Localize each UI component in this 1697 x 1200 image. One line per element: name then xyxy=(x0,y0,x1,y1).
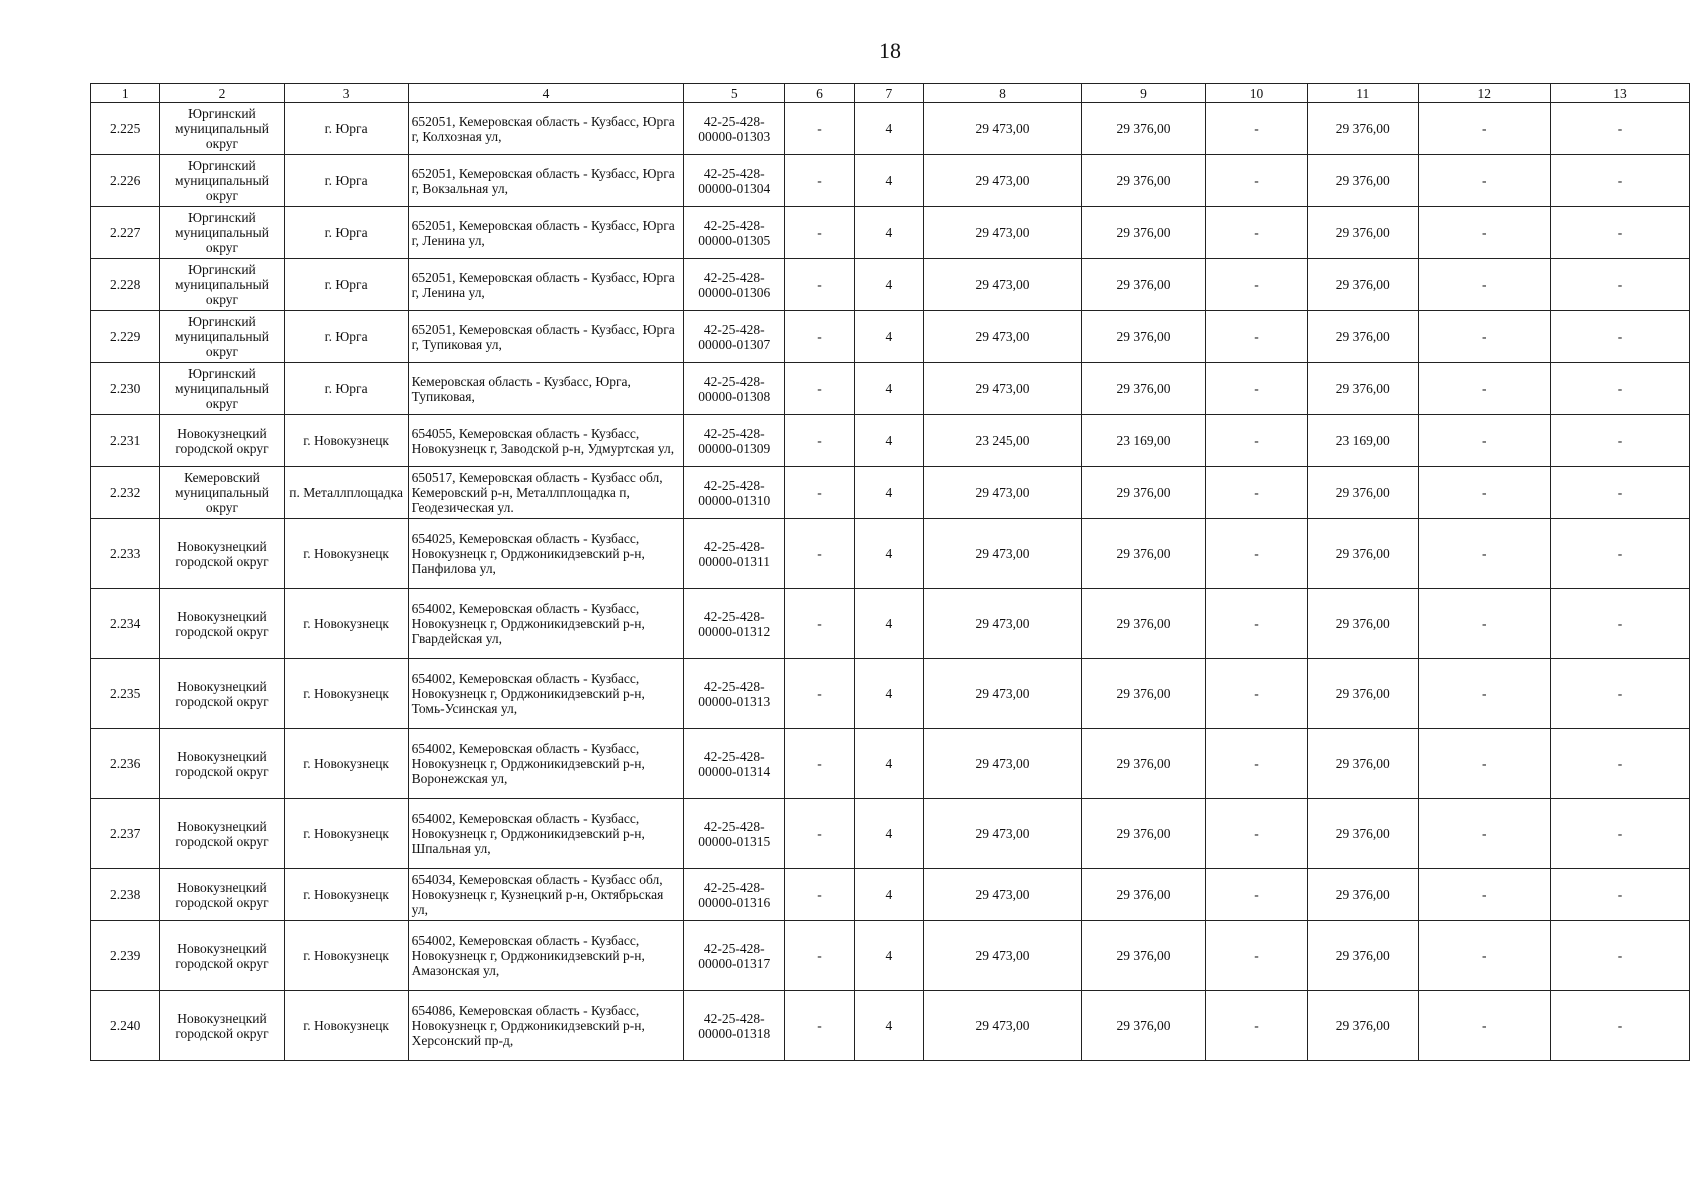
col7-cell: 4 xyxy=(854,363,923,415)
col12-cell: - xyxy=(1418,799,1551,869)
col12-cell: - xyxy=(1418,921,1551,991)
col10-cell: - xyxy=(1206,729,1308,799)
address-cell: 650517, Кемеровская область - Кузбасс обл, Кемеровский р-н, Металлплощадка п, Геодезическая ул. xyxy=(408,467,684,519)
col8-cell: 29 473,00 xyxy=(924,921,1082,991)
col8-cell: 23 245,00 xyxy=(924,415,1082,467)
okrug-cell: Юргинский муниципальный округ xyxy=(160,311,284,363)
col10-cell: - xyxy=(1206,259,1308,311)
col11-cell: 23 169,00 xyxy=(1308,415,1418,467)
code-cell: 42-25-428-00000-01304 xyxy=(684,155,785,207)
col11-cell: 29 376,00 xyxy=(1308,991,1418,1061)
address-cell: 654034, Кемеровская область - Кузбасс обл, Новокузнецк г, Кузнецкий р-н, Октябрьская ул, xyxy=(408,869,684,921)
col11-cell: 29 376,00 xyxy=(1308,921,1418,991)
col10-cell: - xyxy=(1206,921,1308,991)
table-row xyxy=(91,589,1690,659)
row-number: 2.233 xyxy=(91,519,160,589)
col8-cell: 29 473,00 xyxy=(924,589,1082,659)
col9-cell: 29 376,00 xyxy=(1081,207,1205,259)
okrug-cell: Новокузнецкий городской округ xyxy=(160,589,284,659)
col9-cell: 29 376,00 xyxy=(1081,467,1205,519)
code-cell: 42-25-428-00000-01311 xyxy=(684,519,785,589)
col8-cell: 29 473,00 xyxy=(924,207,1082,259)
address-cell: 654055, Кемеровская область - Кузбасс, Новокузнецк г, Заводской р-н, Удмуртская ул, xyxy=(408,415,684,467)
col8-cell: 29 473,00 xyxy=(924,729,1082,799)
address-cell: 654086, Кемеровская область - Кузбасс, Новокузнецк г, Орджоникидзевский р-н, Херсонский пр-д, xyxy=(408,991,684,1061)
col8-cell: 29 473,00 xyxy=(924,103,1082,155)
col6-cell: - xyxy=(785,991,854,1061)
col7-cell: 4 xyxy=(854,921,923,991)
table-row xyxy=(91,869,1690,921)
address-cell: 654002, Кемеровская область - Кузбасс, Новокузнецк г, Орджоникидзевский р-н, Воронежская ул, xyxy=(408,729,684,799)
col6-cell: - xyxy=(785,155,854,207)
col13-cell: - xyxy=(1551,799,1690,869)
col13-cell: - xyxy=(1551,207,1690,259)
code-cell: 42-25-428-00000-01303 xyxy=(684,103,785,155)
table-row xyxy=(91,363,1690,415)
col6-cell: - xyxy=(785,103,854,155)
town-cell: г. Новокузнецк xyxy=(284,729,408,799)
col6-cell: - xyxy=(785,467,854,519)
col13-cell: - xyxy=(1551,729,1690,799)
col9-cell: 29 376,00 xyxy=(1081,519,1205,589)
col9-cell: 29 376,00 xyxy=(1081,311,1205,363)
code-cell: 42-25-428-00000-01309 xyxy=(684,415,785,467)
col13-cell: - xyxy=(1551,519,1690,589)
col10-cell: - xyxy=(1206,311,1308,363)
col8-cell: 29 473,00 xyxy=(924,869,1082,921)
okrug-cell: Новокузнецкий городской округ xyxy=(160,799,284,869)
col7-cell: 4 xyxy=(854,991,923,1061)
column-header: 5 xyxy=(684,84,785,103)
col13-cell: - xyxy=(1551,311,1690,363)
table-row xyxy=(91,799,1690,869)
address-cell: 652051, Кемеровская область - Кузбасс, Юрга г, Ленина ул, xyxy=(408,207,684,259)
address-cell: 654002, Кемеровская область - Кузбасс, Новокузнецк г, Орджоникидзевский р-н, Томь-Усинская ул, xyxy=(408,659,684,729)
col13-cell: - xyxy=(1551,363,1690,415)
col6-cell: - xyxy=(785,729,854,799)
col7-cell: 4 xyxy=(854,467,923,519)
row-number: 2.227 xyxy=(91,207,160,259)
column-header: 8 xyxy=(924,84,1082,103)
col6-cell: - xyxy=(785,589,854,659)
col7-cell: 4 xyxy=(854,207,923,259)
col7-cell: 4 xyxy=(854,259,923,311)
town-cell: г. Новокузнецк xyxy=(284,589,408,659)
col10-cell: - xyxy=(1206,363,1308,415)
col13-cell: - xyxy=(1551,415,1690,467)
col12-cell: - xyxy=(1418,869,1551,921)
town-cell: г. Новокузнецк xyxy=(284,921,408,991)
town-cell: г. Юрга xyxy=(284,155,408,207)
col11-cell: 29 376,00 xyxy=(1308,589,1418,659)
col7-cell: 4 xyxy=(854,729,923,799)
col10-cell: - xyxy=(1206,589,1308,659)
col13-cell: - xyxy=(1551,659,1690,729)
col9-cell: 29 376,00 xyxy=(1081,259,1205,311)
col8-cell: 29 473,00 xyxy=(924,659,1082,729)
code-cell: 42-25-428-00000-01316 xyxy=(684,869,785,921)
okrug-cell: Новокузнецкий городской округ xyxy=(160,659,284,729)
address-cell: 654025, Кемеровская область - Кузбасс, Новокузнецк г, Орджоникидзевский р-н, Панфилова ул, xyxy=(408,519,684,589)
col10-cell: - xyxy=(1206,869,1308,921)
row-number: 2.226 xyxy=(91,155,160,207)
col12-cell: - xyxy=(1418,415,1551,467)
column-header: 12 xyxy=(1418,84,1551,103)
row-number: 2.235 xyxy=(91,659,160,729)
column-header: 9 xyxy=(1081,84,1205,103)
column-header: 1 xyxy=(91,84,160,103)
town-cell: г. Новокузнецк xyxy=(284,991,408,1061)
col9-cell: 29 376,00 xyxy=(1081,921,1205,991)
col13-cell: - xyxy=(1551,589,1690,659)
col10-cell: - xyxy=(1206,659,1308,729)
town-cell: г. Юрга xyxy=(284,207,408,259)
col12-cell: - xyxy=(1418,103,1551,155)
code-cell: 42-25-428-00000-01313 xyxy=(684,659,785,729)
col12-cell: - xyxy=(1418,311,1551,363)
okrug-cell: Кемеровский муниципальный округ xyxy=(160,467,284,519)
col11-cell: 29 376,00 xyxy=(1308,659,1418,729)
col11-cell: 29 376,00 xyxy=(1308,729,1418,799)
address-cell: 654002, Кемеровская область - Кузбасс, Новокузнецк г, Орджоникидзевский р-н, Гвардейская ул, xyxy=(408,589,684,659)
col8-cell: 29 473,00 xyxy=(924,259,1082,311)
col11-cell: 29 376,00 xyxy=(1308,103,1418,155)
col6-cell: - xyxy=(785,207,854,259)
col11-cell: 29 376,00 xyxy=(1308,519,1418,589)
town-cell: г. Новокузнецк xyxy=(284,869,408,921)
col11-cell: 29 376,00 xyxy=(1308,799,1418,869)
table-row xyxy=(91,155,1690,207)
table-row xyxy=(91,467,1690,519)
col12-cell: - xyxy=(1418,259,1551,311)
town-cell: г. Юрга xyxy=(284,311,408,363)
row-number: 2.229 xyxy=(91,311,160,363)
row-number: 2.236 xyxy=(91,729,160,799)
col6-cell: - xyxy=(785,311,854,363)
code-cell: 42-25-428-00000-01308 xyxy=(684,363,785,415)
row-number: 2.232 xyxy=(91,467,160,519)
okrug-cell: Юргинский муниципальный округ xyxy=(160,259,284,311)
address-cell: 652051, Кемеровская область - Кузбасс, Юрга г, Колхозная ул, xyxy=(408,103,684,155)
col7-cell: 4 xyxy=(854,103,923,155)
address-cell: 652051, Кемеровская область - Кузбасс, Юрга г, Тупиковая ул, xyxy=(408,311,684,363)
col12-cell: - xyxy=(1418,991,1551,1061)
col9-cell: 29 376,00 xyxy=(1081,991,1205,1061)
code-cell: 42-25-428-00000-01312 xyxy=(684,589,785,659)
col9-cell: 29 376,00 xyxy=(1081,729,1205,799)
col11-cell: 29 376,00 xyxy=(1308,207,1418,259)
column-header: 2 xyxy=(160,84,284,103)
col9-cell: 29 376,00 xyxy=(1081,799,1205,869)
col9-cell: 29 376,00 xyxy=(1081,363,1205,415)
row-number: 2.225 xyxy=(91,103,160,155)
col7-cell: 4 xyxy=(854,519,923,589)
col6-cell: - xyxy=(785,363,854,415)
col8-cell: 29 473,00 xyxy=(924,799,1082,869)
col11-cell: 29 376,00 xyxy=(1308,363,1418,415)
table-row xyxy=(91,415,1690,467)
col9-cell: 29 376,00 xyxy=(1081,155,1205,207)
col13-cell: - xyxy=(1551,921,1690,991)
okrug-cell: Новокузнецкий городской округ xyxy=(160,729,284,799)
column-header: 3 xyxy=(284,84,408,103)
col7-cell: 4 xyxy=(854,869,923,921)
col6-cell: - xyxy=(785,921,854,991)
column-header: 7 xyxy=(854,84,923,103)
code-cell: 42-25-428-00000-01315 xyxy=(684,799,785,869)
row-number: 2.237 xyxy=(91,799,160,869)
town-cell: г. Новокузнецк xyxy=(284,519,408,589)
col13-cell: - xyxy=(1551,259,1690,311)
col8-cell: 29 473,00 xyxy=(924,467,1082,519)
col10-cell: - xyxy=(1206,155,1308,207)
col7-cell: 4 xyxy=(854,415,923,467)
row-number: 2.231 xyxy=(91,415,160,467)
table-row xyxy=(91,519,1690,589)
col6-cell: - xyxy=(785,659,854,729)
town-cell: г. Новокузнецк xyxy=(284,659,408,729)
col9-cell: 29 376,00 xyxy=(1081,589,1205,659)
okrug-cell: Новокузнецкий городской округ xyxy=(160,415,284,467)
okrug-cell: Юргинский муниципальный округ xyxy=(160,207,284,259)
okrug-cell: Новокузнецкий городской округ xyxy=(160,519,284,589)
code-cell: 42-25-428-00000-01310 xyxy=(684,467,785,519)
row-number: 2.240 xyxy=(91,991,160,1061)
code-cell: 42-25-428-00000-01317 xyxy=(684,921,785,991)
col10-cell: - xyxy=(1206,415,1308,467)
col6-cell: - xyxy=(785,259,854,311)
table-row xyxy=(91,311,1690,363)
okrug-cell: Юргинский муниципальный округ xyxy=(160,103,284,155)
address-cell: 654002, Кемеровская область - Кузбасс, Новокузнецк г, Орджоникидзевский р-н, Шпальная ул, xyxy=(408,799,684,869)
col6-cell: - xyxy=(785,869,854,921)
okrug-cell: Юргинский муниципальный округ xyxy=(160,363,284,415)
col12-cell: - xyxy=(1418,659,1551,729)
col12-cell: - xyxy=(1418,729,1551,799)
town-cell: п. Металлплощадка xyxy=(284,467,408,519)
table-row xyxy=(91,103,1690,155)
okrug-cell: Новокузнецкий городской округ xyxy=(160,991,284,1061)
address-cell: 654002, Кемеровская область - Кузбасс, Новокузнецк г, Орджоникидзевский р-н, Амазонская ул, xyxy=(408,921,684,991)
column-header: 11 xyxy=(1308,84,1418,103)
column-header: 4 xyxy=(408,84,684,103)
col10-cell: - xyxy=(1206,991,1308,1061)
col12-cell: - xyxy=(1418,155,1551,207)
table-body xyxy=(91,103,1690,1061)
code-cell: 42-25-428-00000-01306 xyxy=(684,259,785,311)
col13-cell: - xyxy=(1551,467,1690,519)
col6-cell: - xyxy=(785,799,854,869)
col8-cell: 29 473,00 xyxy=(924,155,1082,207)
page-number: 18 xyxy=(879,38,901,63)
col9-cell: 23 169,00 xyxy=(1081,415,1205,467)
code-cell: 42-25-428-00000-01318 xyxy=(684,991,785,1061)
col12-cell: - xyxy=(1418,467,1551,519)
town-cell: г. Юрга xyxy=(284,103,408,155)
col13-cell: - xyxy=(1551,155,1690,207)
col12-cell: - xyxy=(1418,207,1551,259)
col6-cell: - xyxy=(785,519,854,589)
table-row xyxy=(91,659,1690,729)
col9-cell: 29 376,00 xyxy=(1081,659,1205,729)
col10-cell: - xyxy=(1206,467,1308,519)
row-number: 2.238 xyxy=(91,869,160,921)
col8-cell: 29 473,00 xyxy=(924,991,1082,1061)
col11-cell: 29 376,00 xyxy=(1308,467,1418,519)
col7-cell: 4 xyxy=(854,311,923,363)
col12-cell: - xyxy=(1418,363,1551,415)
col7-cell: 4 xyxy=(854,799,923,869)
code-cell: 42-25-428-00000-01305 xyxy=(684,207,785,259)
col9-cell: 29 376,00 xyxy=(1081,103,1205,155)
town-cell: г. Юрга xyxy=(284,259,408,311)
col7-cell: 4 xyxy=(854,589,923,659)
row-number: 2.228 xyxy=(91,259,160,311)
code-cell: 42-25-428-00000-01307 xyxy=(684,311,785,363)
data-table xyxy=(90,83,1690,1061)
col8-cell: 29 473,00 xyxy=(924,363,1082,415)
town-cell: г. Новокузнецк xyxy=(284,415,408,467)
col8-cell: 29 473,00 xyxy=(924,519,1082,589)
col7-cell: 4 xyxy=(854,659,923,729)
header-row xyxy=(91,84,1690,103)
town-cell: г. Юрга xyxy=(284,363,408,415)
col10-cell: - xyxy=(1206,103,1308,155)
col10-cell: - xyxy=(1206,799,1308,869)
column-header: 6 xyxy=(785,84,854,103)
table-row xyxy=(91,729,1690,799)
column-header: 10 xyxy=(1206,84,1308,103)
col10-cell: - xyxy=(1206,519,1308,589)
col13-cell: - xyxy=(1551,869,1690,921)
row-number: 2.230 xyxy=(91,363,160,415)
address-cell: Кемеровская область - Кузбасс, Юрга, Тупиковая, xyxy=(408,363,684,415)
col7-cell: 4 xyxy=(854,155,923,207)
column-header: 13 xyxy=(1551,84,1690,103)
code-cell: 42-25-428-00000-01314 xyxy=(684,729,785,799)
col13-cell: - xyxy=(1551,991,1690,1061)
col11-cell: 29 376,00 xyxy=(1308,311,1418,363)
col11-cell: 29 376,00 xyxy=(1308,869,1418,921)
row-number: 2.239 xyxy=(91,921,160,991)
col12-cell: - xyxy=(1418,589,1551,659)
address-cell: 652051, Кемеровская область - Кузбасс, Юрга г, Ленина ул, xyxy=(408,259,684,311)
col12-cell: - xyxy=(1418,519,1551,589)
col13-cell: - xyxy=(1551,103,1690,155)
col11-cell: 29 376,00 xyxy=(1308,155,1418,207)
table-row xyxy=(91,259,1690,311)
col8-cell: 29 473,00 xyxy=(924,311,1082,363)
table-row xyxy=(91,921,1690,991)
col11-cell: 29 376,00 xyxy=(1308,259,1418,311)
okrug-cell: Юргинский муниципальный округ xyxy=(160,155,284,207)
table-row xyxy=(91,207,1690,259)
col10-cell: - xyxy=(1206,207,1308,259)
col6-cell: - xyxy=(785,415,854,467)
okrug-cell: Новокузнецкий городской округ xyxy=(160,869,284,921)
table-row xyxy=(91,991,1690,1061)
row-number: 2.234 xyxy=(91,589,160,659)
address-cell: 652051, Кемеровская область - Кузбасс, Юрга г, Вокзальная ул, xyxy=(408,155,684,207)
col9-cell: 29 376,00 xyxy=(1081,869,1205,921)
town-cell: г. Новокузнецк xyxy=(284,799,408,869)
okrug-cell: Новокузнецкий городской округ xyxy=(160,921,284,991)
